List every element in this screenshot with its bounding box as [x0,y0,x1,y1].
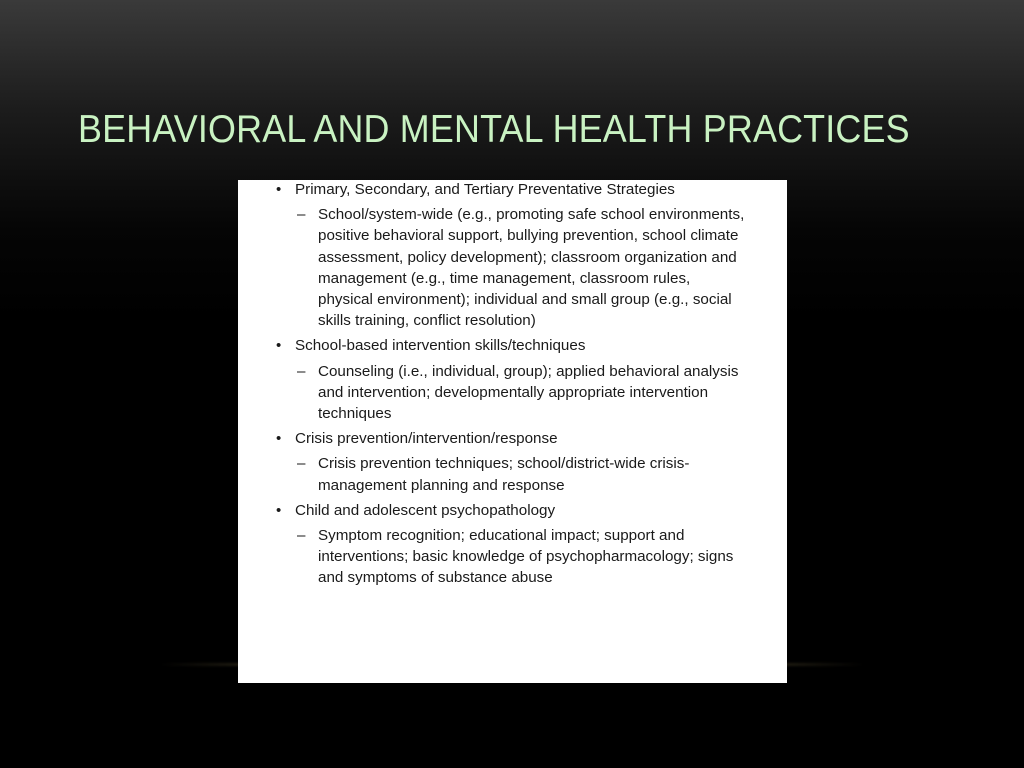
sub-list [295,525,787,589]
sub-item [295,361,787,425]
bullet-item-preventative-strategies [238,180,787,331]
bullet-marker: • [276,501,282,519]
bullet-text: Primary, Secondary, and Tertiary Preventative Strategies [295,181,675,198]
bullet-marker: • [276,430,282,448]
bullet-list [238,180,787,589]
sub-item-text: Counseling (i.e., individual, group); applied behavioral analysis and intervention; developmentally appropriate intervention techniques [318,362,739,423]
bullet-text: Child and adolescent psychopathology [295,501,556,519]
dash-marker: – [297,455,306,473]
sub-item-text: Crisis prevention techniques; school/district-wide crisis-management planning and response [318,455,690,494]
sub-item [295,525,787,589]
sub-item [295,453,787,495]
sub-list [295,453,787,495]
slide-title: BEHAVIORAL AND MENTAL HEALTH PRACTICES [78,108,910,151]
bullet-text: Crisis prevention/intervention/response [295,430,558,448]
dash-marker: – [297,527,306,545]
bullet-item-psychopathology [238,500,787,589]
bullet-item-intervention-skills [238,335,787,424]
sub-list [295,204,787,331]
bullet-marker: • [276,337,282,355]
content-image [238,180,787,683]
bullet-marker: • [276,181,282,198]
dash-marker: – [297,206,306,224]
sub-item [295,204,787,331]
bullet-item-crisis-prevention [238,428,787,496]
sub-list [295,361,787,425]
sub-item-text: School/system-wide (e.g., promoting safe school environments, positive behavioral support, bullying prevention, school climate assessment, policy development); classroom organization and management (e.g., time management, classroom rules, physical environment); individual and small group (e.g., social skills training, conflict resolution) [318,206,745,330]
bullet-text: School-based intervention skills/techniques [295,337,586,355]
dash-marker: – [297,362,306,380]
sub-item-text: Symptom recognition; educational impact; support and interventions; basic knowledge of psychopharmacology; signs and symptoms of substance abuse [318,527,734,587]
